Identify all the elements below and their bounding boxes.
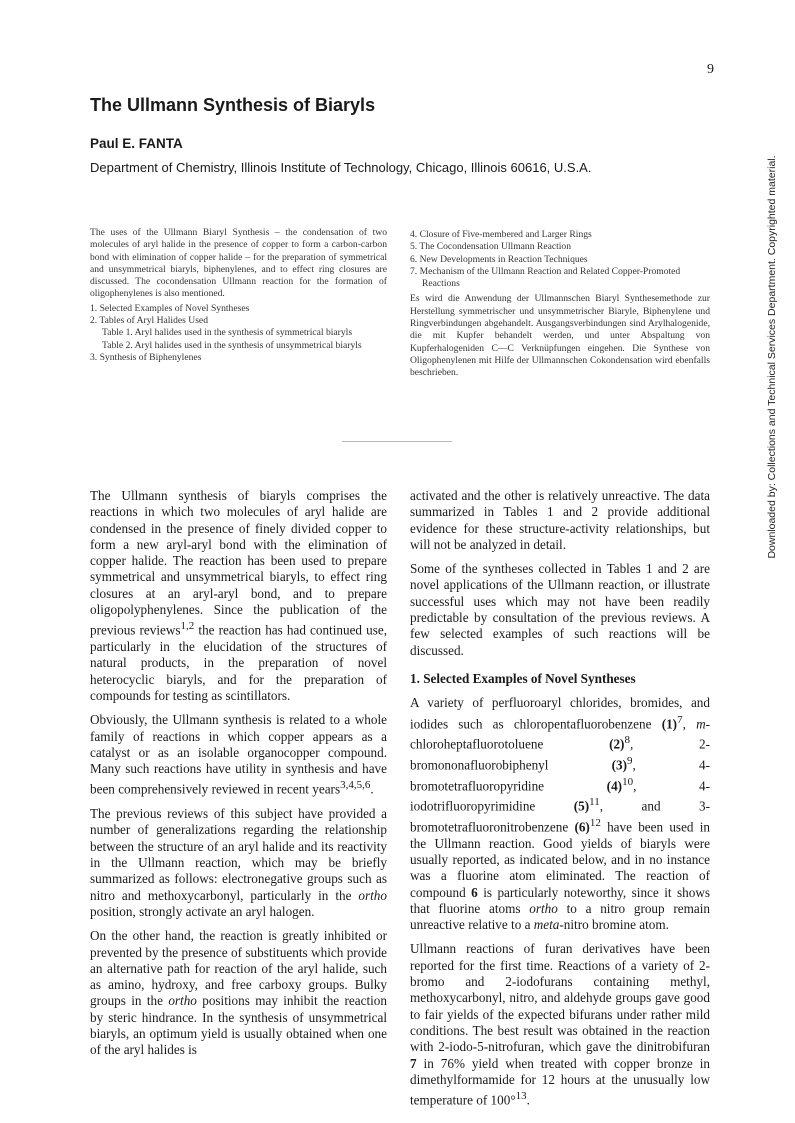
citation-ref: 7: [677, 713, 683, 726]
text-run: A variety of perfluoroaryl chlorides, bromides, and iodides such as chloropentafluorobenzene: [410, 695, 710, 731]
text-run: The previous reviews of this subject have provided a number of generalizations regarding the relationship between the structure of an aryl halide and its reactivity in the Ullmann reaction, which may be briefly summarized as follows: electronegative groups such as nitro and methoxycarbonyl, particularly in the: [90, 806, 387, 903]
body-paragraph: [410, 695, 710, 933]
text-run: positions may inhibit the reaction by steric hindrance. In the synthesis of unsymmetrical biaryls, an optimum yield is usually obtained when one of the aryl halides is: [90, 993, 387, 1058]
section-heading: 1. Selected Examples of Novel Syntheses: [410, 670, 636, 686]
body-paragraph: Some of the syntheses collected in Tables 1 and 2 are novel applications of the Ullmann reaction, or illustrate successful uses which may not have been readily predictable by consultation of the previous reviews. A few selected examples of such reactions will be discussed.: [410, 561, 710, 658]
compound-number: 7: [410, 1055, 417, 1071]
text-run: , 4-iodotrifluoropyrimidine: [410, 778, 710, 814]
body-paragraph: [90, 928, 387, 1058]
text-run: Ullmann reactions of furan derivatives have been reported for the first time. Reactions of a variety of 2-bromo and 2-iodofurans containing methyl, methoxycarbonyl, nitro, and aldehyde groups gave good to fair yields of the expected bifurans under rather mild conditions. The best result was obtained in the reaction with 2-iodo-5-nitrofuran, which gave the dinitrobifuran: [410, 941, 710, 1055]
body-paragraph: [90, 712, 387, 798]
text-run: -chloroheptafluorotoluene: [410, 715, 710, 752]
text-run: the reaction has had continued use, particularly in the elucidation of the structures of natural products, in the preparation of novel heterocyclic biaryls, and for the preparation of compounds for testing as scintillators.: [90, 622, 388, 703]
author-name: Paul E. FANTA: [90, 136, 183, 151]
body-left-column: [90, 488, 387, 1067]
abstract-german: Es wird die Anwendung der Ullmannschen Biaryl Synthesemethode zur Herstellung symmetrischer und unsymmetrischer Biaryle, Biphenylene und Ringverbindungen abgehandelt. Ausgangsverbindungen sind Arylhalogenide, die mit Kupfer behandelt werden, und unter Abspaltung von Kupferhalogeniden C—C Verknüpfungen eingehen. Die Synthese von Oligophenylenen mit Hilfe der Ullmannschen Cokondensation wird ebenfalls beschrieben.: [410, 293, 710, 379]
contents-item: 4. Closure of Five-membered and Larger Rings: [410, 229, 592, 240]
contents-list-right: [410, 229, 710, 290]
text-run: , 2-bromononafluorobiphenyl: [410, 736, 710, 773]
citation-ref: 8: [624, 734, 630, 747]
italic-term: meta: [533, 917, 560, 933]
download-notice: [766, 155, 778, 559]
text-run: , and 3-bromotetrafluoronitrobenzene: [410, 798, 711, 835]
italic-term: m: [696, 715, 706, 731]
contents-item: Table 1. Aryl halides used in the synthesis of symmetrical biaryls: [102, 327, 353, 339]
abstract-right-column: [410, 227, 710, 380]
text-run: in 76% yield when treated with copper bronze in dimethylformamide for 12 hours at the unusually low temperature of 100°: [410, 1055, 710, 1108]
text-run: The Ullmann synthesis of biaryls comprises the reactions in which two molecules of aryl halide are condensed in the presence of finely divided copper to form a new aryl-aryl bond with the elimination of copper halide. The reaction has been used to prepare symmetrical and unsymmetrical biaryls, to effect ring closures at an aryl-aryl bond, and to prepare oligopolyphenylenes. Since the publication of the previous reviews: [90, 488, 387, 638]
body-paragraph: [90, 488, 387, 704]
text-run: .: [370, 781, 374, 797]
body-right-column: [410, 488, 710, 1117]
contents-item: Table 2. Aryl halides used in the synthesis of unsymmetrical biaryls: [102, 339, 362, 351]
text-run: position, strongly activate an aryl halogen.: [90, 903, 315, 919]
citation-ref: 9: [627, 754, 633, 767]
citation-ref: 1,2: [180, 620, 195, 633]
citation-ref: 13: [515, 1090, 527, 1103]
body-paragraph: activated and the other is relatively unreactive. The data summarized in Tables 1 and 2 provide additional evidence for these structure-activity relationships, but will not be analyzed in detail.: [410, 488, 710, 552]
contents-item: 1. Selected Examples of Novel Syntheses: [90, 302, 250, 314]
text-run: .: [526, 1092, 530, 1108]
section-divider: [342, 441, 452, 442]
abstract-english: The uses of the Ullmann Biaryl Synthesis – the condensation of two molecules of aryl halide in the presence of copper to form a carbon-carbon bond with elimination of copper halide – for the preparation of symmetrical and unsymmetrical biaryls, biphenylenes, and to effect ring closures are discussed. The cocondensation Ullmann reaction for the formation of oligophenylenes is also mentioned.: [90, 227, 387, 300]
author-affiliation: Department of Chemistry, Illinois Institute of Technology, Chicago, Illinois 60616, U.S.A.: [90, 160, 592, 175]
text-run: Obviously, the Ullmann synthesis is related to a whole family of reactions in which copper appears as a catalyst or as an isolable organocopper compound. Many such reactions have utility in synthesis and have been comprehensively reviewed in recent years: [90, 712, 387, 797]
citation-ref: 10: [622, 775, 634, 788]
text-run: to a nitro group remain unreactive relative to a: [410, 900, 710, 933]
compound-number: (1): [661, 715, 678, 731]
citation-ref: 3,4,5,6: [340, 779, 371, 792]
article-title: The Ullmann Synthesis of Biaryls: [90, 95, 376, 115]
italic-term: ortho: [168, 993, 197, 1009]
contents-item: 5. The Cocondensation Ullmann Reaction: [410, 241, 572, 253]
italic-term: ortho: [358, 887, 387, 903]
text-run: is particularly noteworthy, since it shows that fluorine atoms: [410, 884, 710, 916]
italic-term: ortho: [529, 900, 558, 916]
body-paragraph: [410, 941, 710, 1108]
abstract-left-column: [90, 227, 387, 364]
compound-number: (5): [573, 798, 590, 814]
text-run: -nitro bromine atom.: [559, 917, 669, 933]
page-number: 9: [707, 62, 714, 77]
contents-item: 2. Tables of Aryl Halides Used: [90, 315, 208, 327]
download-notice-text: Downloaded by: Collections and Technical Services Department. Copyrighted material.: [766, 155, 778, 559]
citation-ref: 11: [589, 796, 600, 809]
contents-item: 3. Synthesis of Biphenylenes: [90, 351, 202, 363]
compound-number: (4): [606, 778, 623, 794]
compound-number: (3): [611, 757, 628, 773]
text-run: have been used in the Ullmann reaction. Good yields of biaryls were usually reported, as indicated below, and in no instance was a fluorine atom eliminated. The reaction of compound: [410, 819, 711, 900]
contents-list-left: [90, 303, 387, 364]
text-run: , 4-bromotetrafluoropyridine: [410, 757, 710, 794]
text-run: ,: [682, 715, 697, 731]
citation-ref: 12: [589, 817, 601, 829]
compound-number: 6: [471, 884, 478, 900]
contents-item: 6. New Developments in Reaction Techniques: [410, 253, 588, 265]
text-run: On the other hand, the reaction is greatly inhibited or prevented by the presence of substituents which provide an alternative path for reaction of the aryl halide, such as amino, hydroxy, and free carboxy groups. Bulky groups in the: [90, 928, 387, 1009]
body-paragraph: [90, 806, 387, 920]
compound-number: (2): [609, 736, 625, 752]
contents-item: 7. Mechanism of the Ullmann Reaction and Related Copper-Promoted Reactions: [410, 265, 681, 290]
compound-number: (6): [574, 819, 590, 835]
